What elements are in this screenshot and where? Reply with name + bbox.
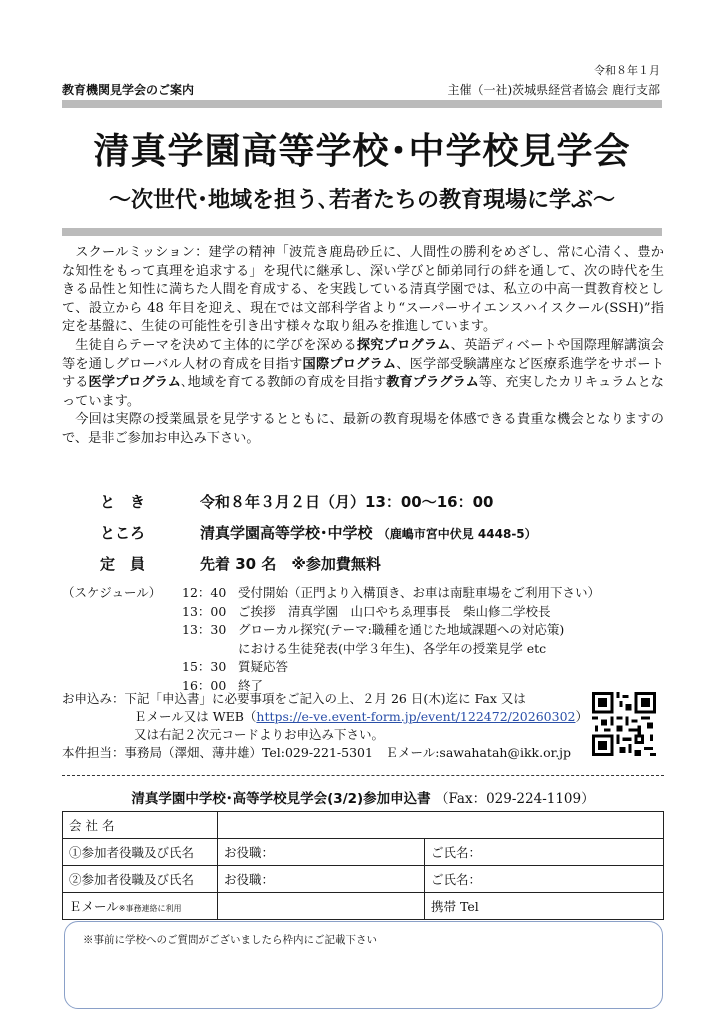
- questions-note: ※事前に学校へのご質問がございましたら枠内にご記載下さい: [83, 934, 377, 946]
- participant-2-name-field[interactable]: ご氏名：: [425, 866, 664, 893]
- info-where: ところ 清真学園高等学校･中学校 （鹿嶋市宮中伏見 4448-5）: [100, 524, 537, 542]
- info-when: と き 令和８年３月２日（月）13：00～16：00: [100, 493, 494, 511]
- contact-line: 本件担当：事務局（澤畑、薄井雄）Tel:029-221-5301 Ｅメール:sawahatah@ikk.or.jp: [62, 745, 572, 760]
- intro-paragraph-3: 今回は実際の授業風景を見学するとともに、最新の教育現場を体感できる貴重な機会となりますので、是非ご参加お申込み下さい。: [62, 412, 664, 446]
- application-url-link[interactable]: https://e-ve.event-form.jp/event/122472/20260302: [256, 709, 576, 724]
- form-row-contact: [63, 893, 664, 920]
- issue-date: 令和８年１月: [594, 64, 660, 77]
- page-title: 清真学園高等学校･中学校見学会: [93, 131, 631, 172]
- intro-paragraph-2: 生徒自らテーマを決めて主体的に学びを深める探究プログラム、英語ディベートや国際理解講演会等を通しグローバル人材の育成を目指す国際プログラム、医学部受験講座など医療系進学をサポートする医学プログラム､地域を育てる教師の育成を目指す教育プラグラム等、充実したカリキュラムとなっています。: [62, 337, 665, 409]
- participant-1-name-field[interactable]: ご氏名：: [425, 839, 664, 866]
- questions-box[interactable]: [64, 921, 663, 1009]
- company-label: 会 社 名: [63, 812, 218, 839]
- application-form: [62, 811, 664, 920]
- form-row-participant-1: [63, 839, 664, 866]
- participant-2-label: ②参加者役職及び氏名: [63, 866, 218, 893]
- form-row-participant-2: [63, 866, 664, 893]
- cut-line: [62, 775, 664, 776]
- intro-paragraph-1: スクールミッション：建学の精神「波荒き鹿島砂丘に、人間性の勝利をめざし、常に心清く、豊かな知性をもって真理を追求する」を現代に継承し、深い学びと師弟同行の絆を通して、次の時代を生きる品性と知性に満ちた人間を育成する、を実践している清真学園では、私立の中高一貫教育校として、設立から 48 年目を迎え、現在では文部科学省より“スーパーサイエンスハイスクール(SSH)”指定を基盤に、生徒の可能性を引き出す様々な取り組みを推進しています。: [62, 245, 664, 335]
- email-field[interactable]: [218, 893, 425, 920]
- page-subtitle: ～次世代･地域を担う､若者たちの教育現場に学ぶ～: [108, 188, 615, 213]
- participant-1-label: ①参加者役職及び氏名: [63, 839, 218, 866]
- participant-1-position-field[interactable]: お役職：: [218, 839, 425, 866]
- form-row-company: [63, 812, 664, 839]
- mobile-field[interactable]: 携帯 Tel: [425, 893, 664, 920]
- intro-text: [62, 244, 664, 449]
- category-label: 教育機関見学会のご案内: [62, 83, 195, 97]
- top-rule: [62, 100, 662, 108]
- application-info: お申込み：下記「申込書」に必要事項をご記入の上、２月 26 日(木)迄に Fax 又は Ｅメール又は WEB（https://e-ve.event-form.jp/event/122472/20260302） 又は右記２次元コードよりお申込み下さい。 本件担当：事務局（澤畑、薄井雄）Tel:029-221-5301 Ｅメール:sawahatah@ikk.or.jp: [62, 691, 588, 760]
- bottom-rule: [62, 228, 662, 236]
- organizer: 主催（一社)茨城県経営者協会 鹿行支部: [447, 83, 660, 97]
- company-field[interactable]: [218, 812, 664, 839]
- info-capacity: 定 員 先着 30 名 ※参加費無料: [100, 555, 381, 573]
- qr-code-icon[interactable]: [592, 692, 656, 756]
- email-label: Ｅメール※事務連絡に利用: [63, 893, 218, 920]
- participant-2-position-field[interactable]: お役職：: [218, 866, 425, 893]
- form-title: 清真学園中学校･高等学校見学会(3/2)参加申込書 （Fax：029-224-1109）: [131, 791, 595, 807]
